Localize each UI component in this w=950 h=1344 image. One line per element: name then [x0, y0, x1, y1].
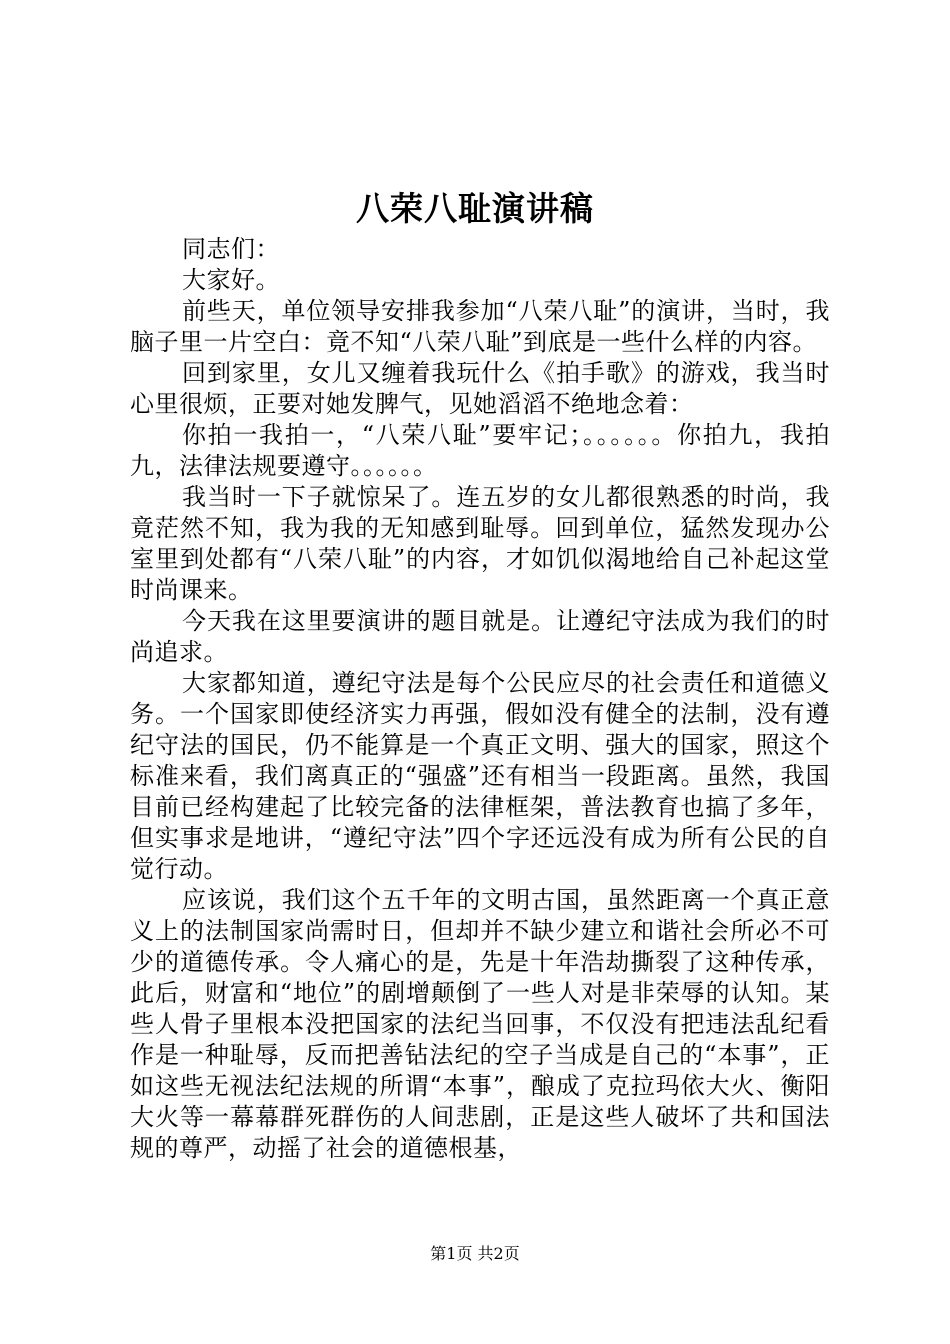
document-body [130, 234, 830, 1164]
paragraph: 回到家里，女儿又缠着我玩什么《拍手歌》的游戏，我当时心里很烦，正要对她发脾气，见她滔滔不绝地念着： [130, 359, 830, 418]
document-title: 八荣八耻演讲稿 [356, 189, 594, 228]
paragraph-greeting: 大家好。 [182, 266, 280, 294]
paragraph: 大家都知道，遵纪守法是每个公民应尽的社会责任和道德义务。一个国家即使经济实力再强，假如没有健全的法制，没有遵纪守法的国民，仍不能算是一个真正文明、强大的国家，照这个标准来看，我们离真正的“强盛”还有相当一段距离。虽然，我国目前已经构建起了比较完备的法律框架，普法教育也搞了多年，但实事求是地讲，“遵纪守法”四个字还远没有成为所有公民的自觉行动。 [130, 669, 830, 883]
paragraph-salutation: 同志们： [182, 235, 280, 263]
paragraph: 我当时一下子就惊呆了。连五岁的女儿都很熟悉的时尚，我竟茫然不知，我为我的无知感到耻辱。回到单位，猛然发现办公室里到处都有“八荣八耻”的内容，才如饥似渴地给自己补起这堂时尚课来。 [130, 483, 830, 604]
paragraph: 今天我在这里要演讲的题目就是。让遵纪守法成为我们的时尚追求。 [130, 607, 830, 666]
paragraph: 前些天，单位领导安排我参加“八荣八耻”的演讲，当时，我脑子里一片空白：竟不知“八荣八耻”到底是一些什么样的内容。 [130, 297, 830, 356]
paragraph: 应该说，我们这个五千年的文明古国，虽然距离一个真正意义上的法制国家尚需时日，但却并不缺少建立和谐社会所必不可少的道德传承。令人痛心的是，先是十年浩劫撕裂了这种传承，此后，财富和“地位”的剧增颠倒了一些人对是非荣辱的认知。某些人骨子里根本没把国家的法纪当回事，不仅没有把违法乱纪看作是一种耻辱，反而把善钻法纪的空子当成是自己的“本事”，正如这些无视法纪法规的所谓“本事”，酿成了克拉玛依大火、衡阳大火等一幕幕群死群伤的人间悲剧，正是这些人破坏了共和国法规的尊严，动摇了社会的道德根基， [130, 886, 830, 1162]
page-footer: 第1页 共2页 [430, 1244, 520, 1263]
paragraph: 你拍一我拍一，“八荣八耻”要牢记；。。。。。。你拍九，我拍九，法律法规要遵守。。。。。。 [130, 421, 830, 480]
